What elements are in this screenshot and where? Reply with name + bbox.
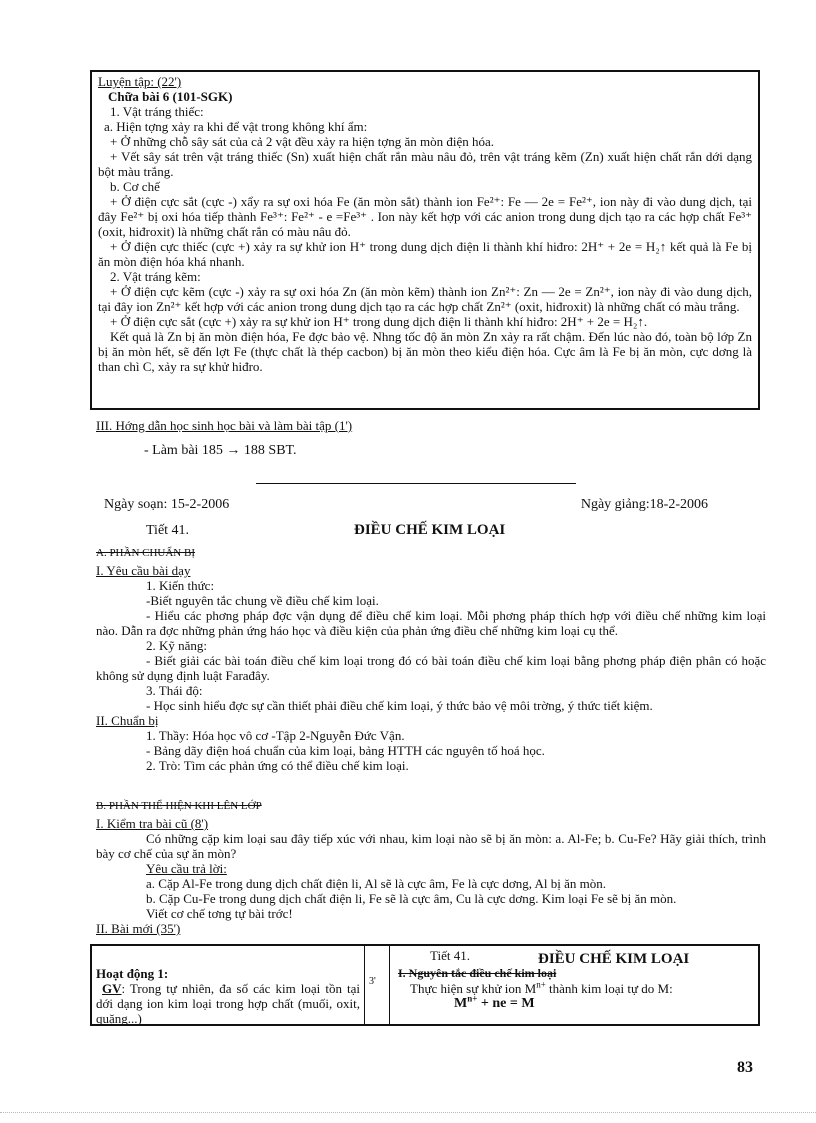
homework-item-suffix: 188 SBT. bbox=[243, 443, 297, 458]
footer-dotted-line bbox=[0, 1112, 816, 1113]
prep-date: Ngày soạn: 15-2-2006 bbox=[104, 497, 230, 512]
phenomenon-1: + Ở những chỗ sây sát của cả 2 vật đều xảy ra hiện tợng ăn mòn điện hóa. bbox=[110, 134, 495, 149]
tin-coated-heading: 1. Vật tráng thiếc: bbox=[110, 104, 204, 119]
homework-item bbox=[96, 443, 766, 458]
part-b-heading: B. PHẦN THỂ HIỆN KHI LÊN LỚP bbox=[96, 800, 262, 812]
answer-c: Viết cơ chế tơng tự bài trớc! bbox=[146, 906, 293, 921]
homework-heading: III. Hớng dẫn học sinh học bài và làm bài tập (1') bbox=[96, 418, 353, 433]
homework-section bbox=[96, 418, 766, 458]
principle-heading: I. Nguyên tắc điều chế kim loại bbox=[398, 966, 557, 980]
phenomenon-heading: a. Hiện tợng xảy ra khi để vật trong không khí ẩm: bbox=[104, 119, 368, 134]
mechanism-iron-cathode: + Ở điện cực sắt (cực +) xảy ra sự khử ion H⁺ trong dung dịch điện li thành khí hiđro: 2H⁺ + 2e = H₂↑. bbox=[110, 314, 648, 329]
table-period: Tiết 41. bbox=[430, 948, 470, 963]
check-heading: I. Kiểm tra bài cũ (8') bbox=[96, 816, 209, 831]
new-lesson-heading: II. Bài mới (35') bbox=[96, 921, 181, 936]
eq-rest: + ne = M bbox=[477, 996, 535, 1011]
mechanism-heading: b. Cơ chế bbox=[110, 179, 160, 194]
preparation-heading: II. Chuẩn bị bbox=[96, 713, 159, 728]
exercise-title: Chữa bài 6 (101-SGK) bbox=[108, 89, 233, 104]
prep-students: 2. Trò: Tìm các phản ứng có thể điều chế kim loại. bbox=[146, 758, 409, 773]
activity-time: 3' bbox=[369, 976, 376, 987]
prep-tables: - Bảng dãy điện hoá chuẩn của kim loại, bảng HTTH các nguyên tố hoá học. bbox=[146, 743, 545, 758]
desc-prefix: Thực hiện sự khử ion M bbox=[410, 981, 537, 996]
knowledge-heading: 1. Kiến thức: bbox=[146, 578, 215, 593]
check-question: Có những cặp kim loại sau đây tiếp xúc với nhau, kim loại nào sẽ bị ăn mòn: a. Al-Fe; b. Cu-Fe? Hãy giải thích, trình bày cơ chế của sự ăn mòn? bbox=[96, 831, 766, 861]
lesson-title: ĐIỀU CHẾ KIM LOẠI bbox=[354, 522, 506, 538]
knowledge-1: -Biết nguyên tắc chung về điều chế kim loại. bbox=[146, 593, 379, 608]
skills-1: - Biết giải các bài toán điều chế kim loại trong đó có bài toán điều chế kim loại bằng phơng pháp điện phân có hoặc không sử dụng định luật Farađây. bbox=[96, 653, 766, 683]
mechanism-iron: + Ở điện cực sắt (cực -) xẩy ra sự oxi hóa Fe (ăn mòn sắt) thành ion Fe²⁺: Fe — 2e = Fe²⁺, ion này đi vào dung dịch, tại đây Fe²⁺ bị oxi hóa tiếp thành Fe³⁺: Fe²⁺ - e =Fe³⁺ . Ion này kết hợp với các anion trong dung dịch tạo ra các hợp chất Fe³⁺ (oxit, hiđroxit) là những chất rắn có màu nâu đỏ. bbox=[98, 194, 752, 239]
skills-heading: 2. Kỹ năng: bbox=[146, 638, 208, 653]
desc-sup: n+ bbox=[536, 979, 546, 990]
principle-desc bbox=[398, 981, 754, 996]
activity-cell bbox=[92, 946, 365, 1024]
requirements-heading: I. Yêu cầu bài dạy bbox=[96, 563, 191, 578]
content-cell bbox=[390, 946, 758, 1024]
arrow-right-icon: → bbox=[226, 443, 241, 458]
zinc-coated-heading: 2. Vật tráng kẽm: bbox=[110, 269, 201, 284]
teach-date: Ngày giảng:18-2-2006 bbox=[580, 497, 708, 512]
part-a-heading: A. PHẦN CHUẨN BỊ bbox=[96, 547, 196, 559]
mechanism-tin: + Ở điện cực thiếc (cực +) xảy ra sự khử ion H⁺ trong dung dịch điện li thành khí hiđro: 2H⁺ + 2e = H₂↑ kết quả là Fe bị ăn mòn điện hóa khá nhanh. bbox=[98, 239, 752, 269]
prep-teacher: 1. Thầy: Hóa học vô cơ -Tập 2-Nguyễn Đức Vận. bbox=[146, 728, 405, 743]
knowledge-2: - Hiểu các phơng pháp đợc vận dụng để điều chế kim loại. Mỗi phơng pháp thích hợp với điều chế những kim loại nào. Dẫn ra đợc những phản ứng háo học và điều kiện của phản ứng điều chế những kim loại cụ thể. bbox=[96, 608, 766, 638]
reduction-equation bbox=[398, 993, 754, 1011]
attitude-1: - Học sinh hiểu đợc sự cần thiết phải điều chế kim loại, ý thức bảo vệ môi trờng, ý thức tiết kiệm. bbox=[146, 698, 653, 713]
eq-sup: n+ bbox=[467, 993, 478, 1004]
activity-table bbox=[90, 944, 760, 1026]
activity-title: Hoạt động 1: bbox=[96, 966, 169, 981]
answer-heading: Yêu cầu trả lời: bbox=[146, 861, 227, 876]
part-a bbox=[96, 546, 766, 773]
gv-label: GV bbox=[102, 981, 122, 996]
attitude-heading: 3. Thái độ: bbox=[146, 683, 203, 698]
table-title: ĐIỀU CHẾ KIM LOẠI bbox=[538, 951, 690, 967]
phenomenon-2: + Vết sây sát trên vật tráng thiếc (Sn) xuất hiện chất rắn màu nâu đỏ, trên vật tráng kẽm (Zn) xuất hiện chất rắn dới dạng bột màu trắng. bbox=[98, 149, 752, 179]
answer-b: b. Cặp Cu-Fe trong dung dịch chất điện li, Fe sẽ là cực âm, Cu là cực dơng. Kim loại Fe sẽ bị ăn mòn. bbox=[146, 891, 677, 906]
activity-text bbox=[96, 981, 360, 1026]
time-cell bbox=[365, 946, 390, 1024]
dates-row bbox=[104, 497, 708, 512]
exercise-box bbox=[90, 70, 760, 410]
desc-suffix: thành kim loại tự do M: bbox=[545, 981, 673, 996]
table-title-row bbox=[398, 948, 754, 966]
mechanism-zinc: + Ở điện cực kẽm (cực -) xảy ra sự oxi hóa Zn (ăn mòn kẽm) thành ion Zn²⁺: Zn — 2e = Zn²⁺, ion này đi vào dung dịch, tại đây ion Zn²⁺ kết hợp với các anion trong dung dịch tạo ra các hợp chất Zn²⁺ (oxit, hiđroxit) là những chất có màu trắng. bbox=[98, 284, 752, 314]
practice-heading: Luyện tập: (22') bbox=[98, 74, 182, 89]
answer-a: a. Cặp Al-Fe trong dung dịch chất điện li, Al sẽ là cực âm, Fe là cực dơng, Al bị ăn mòn. bbox=[146, 876, 606, 891]
part-b bbox=[96, 799, 766, 936]
conclusion: Kết quả là Zn bị ăn mòn điện hóa, Fe đợc bảo vệ. Nhng tốc độ ăn mòn Zn xảy ra rất chậm. Đến lúc nào đó, toàn bộ lớp Zn bị ăn mòn hết, sẽ đến lợt Fe (thực chất là thép cacbon) bị ăn mòn theo kiểu điện hóa. Cực âm là Fe bị ăn mòn, cực dơng là than chì C, xảy ra sự khử hiđro. bbox=[98, 329, 752, 374]
eq-m: M bbox=[454, 996, 468, 1011]
separator-line bbox=[256, 483, 576, 484]
gv-text: : Trong tự nhiên, đa số các kim loại tồn tại dới dạng ion kim loại trong hợp chất (muối, oxit, quặng...) bbox=[96, 981, 360, 1026]
page-number: 83 bbox=[737, 1059, 753, 1076]
lesson-period: Tiết 41. bbox=[146, 523, 190, 538]
homework-item-prefix: - Làm bài 185 bbox=[144, 443, 223, 458]
